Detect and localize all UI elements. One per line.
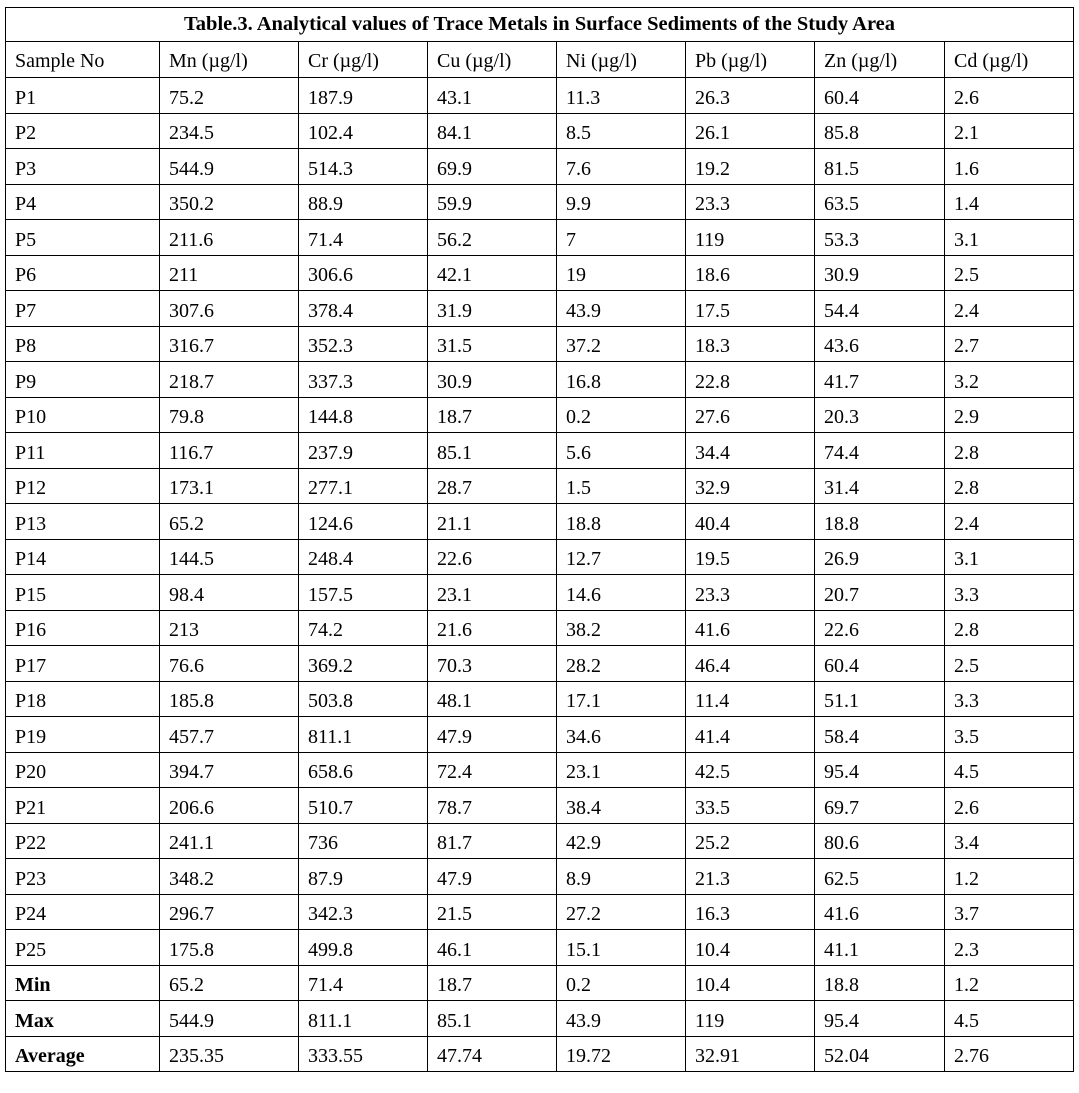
cell-cu: 81.7 (428, 823, 557, 859)
cell-zn: 20.7 (815, 575, 945, 611)
cell-cu: 43.1 (428, 78, 557, 114)
cell-cd: 1.2 (945, 859, 1074, 895)
cell-cd: 1.2 (945, 965, 1074, 1001)
cell-cr: 369.2 (299, 646, 428, 682)
column-header-pb: Pb (µg/l) (686, 42, 815, 78)
cell-pb: 10.4 (686, 965, 815, 1001)
table-row (6, 930, 1074, 966)
cell-cr: 514.3 (299, 149, 428, 185)
cell-mn: 211 (160, 255, 299, 291)
cell-mn: 544.9 (160, 149, 299, 185)
table-row (6, 326, 1074, 362)
cell-ni: 17.1 (557, 681, 686, 717)
cell-pb: 119 (686, 220, 815, 256)
cell-sample-no: P4 (6, 184, 160, 220)
cell-ni: 8.5 (557, 113, 686, 149)
column-header-cr: Cr (µg/l) (299, 42, 428, 78)
cell-sample-no: P11 (6, 433, 160, 469)
summary-row (6, 1001, 1074, 1037)
cell-sample-no: P12 (6, 468, 160, 504)
table-title-row (6, 8, 1074, 42)
cell-cr: 187.9 (299, 78, 428, 114)
table-row (6, 610, 1074, 646)
cell-mn: 350.2 (160, 184, 299, 220)
cell-mn: 76.6 (160, 646, 299, 682)
cell-ni: 38.4 (557, 788, 686, 824)
table-row (6, 113, 1074, 149)
cell-sample-no: P14 (6, 539, 160, 575)
cell-zn: 41.7 (815, 362, 945, 398)
cell-mn: 185.8 (160, 681, 299, 717)
cell-cr: 503.8 (299, 681, 428, 717)
cell-pb: 18.6 (686, 255, 815, 291)
cell-pb: 32.9 (686, 468, 815, 504)
cell-cu: 21.5 (428, 894, 557, 930)
table-row (6, 575, 1074, 611)
cell-pb: 32.91 (686, 1036, 815, 1072)
cell-mn: 98.4 (160, 575, 299, 611)
cell-cd: 2.1 (945, 113, 1074, 149)
cell-cr: 811.1 (299, 1001, 428, 1037)
cell-cr: 352.3 (299, 326, 428, 362)
cell-sample-no: P9 (6, 362, 160, 398)
cell-pb: 23.3 (686, 184, 815, 220)
cell-cd: 1.4 (945, 184, 1074, 220)
cell-cu: 42.1 (428, 255, 557, 291)
cell-pb: 26.1 (686, 113, 815, 149)
cell-zn: 60.4 (815, 646, 945, 682)
cell-pb: 11.4 (686, 681, 815, 717)
cell-pb: 21.3 (686, 859, 815, 895)
cell-cr: 71.4 (299, 220, 428, 256)
cell-cr: 378.4 (299, 291, 428, 327)
column-header-cd: Cd (µg/l) (945, 42, 1074, 78)
cell-sample-no: P7 (6, 291, 160, 327)
cell-mn: 144.5 (160, 539, 299, 575)
cell-mn: 175.8 (160, 930, 299, 966)
cell-zn: 81.5 (815, 149, 945, 185)
cell-pb: 119 (686, 1001, 815, 1037)
cell-cu: 47.74 (428, 1036, 557, 1072)
cell-mn: 75.2 (160, 78, 299, 114)
cell-cd: 3.1 (945, 539, 1074, 575)
table-row (6, 78, 1074, 114)
cell-cd: 3.1 (945, 220, 1074, 256)
cell-ni: 27.2 (557, 894, 686, 930)
cell-sample-no: P5 (6, 220, 160, 256)
cell-zn: 41.6 (815, 894, 945, 930)
cell-zn: 62.5 (815, 859, 945, 895)
cell-ni: 5.6 (557, 433, 686, 469)
cell-cr: 499.8 (299, 930, 428, 966)
table-row (6, 291, 1074, 327)
cell-pb: 23.3 (686, 575, 815, 611)
cell-sample-no: P19 (6, 717, 160, 753)
cell-ni: 8.9 (557, 859, 686, 895)
cell-ni: 12.7 (557, 539, 686, 575)
column-header-zn: Zn (µg/l) (815, 42, 945, 78)
cell-cu: 70.3 (428, 646, 557, 682)
cell-sample-no: P2 (6, 113, 160, 149)
cell-sample-no: P3 (6, 149, 160, 185)
cell-cr: 811.1 (299, 717, 428, 753)
table-body (6, 78, 1074, 1072)
cell-ni: 23.1 (557, 752, 686, 788)
cell-mn: 241.1 (160, 823, 299, 859)
cell-pb: 26.3 (686, 78, 815, 114)
cell-cu: 78.7 (428, 788, 557, 824)
cell-cr: 74.2 (299, 610, 428, 646)
cell-cd: 3.2 (945, 362, 1074, 398)
cell-ni: 1.5 (557, 468, 686, 504)
cell-cd: 2.4 (945, 291, 1074, 327)
cell-zn: 18.8 (815, 504, 945, 540)
cell-sample-no: P24 (6, 894, 160, 930)
cell-zn: 95.4 (815, 1001, 945, 1037)
cell-mn: 234.5 (160, 113, 299, 149)
cell-cd: 2.3 (945, 930, 1074, 966)
cell-zn: 20.3 (815, 397, 945, 433)
cell-mn: 65.2 (160, 504, 299, 540)
column-header-cu: Cu (µg/l) (428, 42, 557, 78)
cell-cu: 30.9 (428, 362, 557, 398)
cell-mn: 307.6 (160, 291, 299, 327)
cell-zn: 31.4 (815, 468, 945, 504)
cell-cu: 22.6 (428, 539, 557, 575)
cell-cu: 48.1 (428, 681, 557, 717)
column-header-ni: Ni (µg/l) (557, 42, 686, 78)
cell-cd: 2.8 (945, 610, 1074, 646)
cell-cu: 21.6 (428, 610, 557, 646)
table-row (6, 220, 1074, 256)
cell-ni: 16.8 (557, 362, 686, 398)
cell-zn: 69.7 (815, 788, 945, 824)
cell-sample-no: P1 (6, 78, 160, 114)
cell-sample-no: P22 (6, 823, 160, 859)
cell-pb: 16.3 (686, 894, 815, 930)
cell-zn: 18.8 (815, 965, 945, 1001)
cell-cd: 2.5 (945, 255, 1074, 291)
table-row (6, 433, 1074, 469)
cell-sample-no: P10 (6, 397, 160, 433)
cell-mn: 206.6 (160, 788, 299, 824)
cell-cd: 2.8 (945, 433, 1074, 469)
cell-cd: 2.4 (945, 504, 1074, 540)
cell-cd: 3.5 (945, 717, 1074, 753)
cell-ni: 38.2 (557, 610, 686, 646)
table-row (6, 504, 1074, 540)
cell-sample-no: P17 (6, 646, 160, 682)
cell-mn: 65.2 (160, 965, 299, 1001)
trace-metals-table (5, 7, 1074, 1072)
cell-ni: 43.9 (557, 1001, 686, 1037)
table-title: Table.3. Analytical values of Trace Metals in Surface Sediments of the Study Area (6, 8, 1074, 42)
cell-cr: 342.3 (299, 894, 428, 930)
cell-mn: 296.7 (160, 894, 299, 930)
cell-zn: 41.1 (815, 930, 945, 966)
cell-cd: 2.76 (945, 1036, 1074, 1072)
table-container (5, 7, 1074, 1072)
cell-cu: 31.9 (428, 291, 557, 327)
cell-zn: 80.6 (815, 823, 945, 859)
cell-cd: 3.4 (945, 823, 1074, 859)
table-row (6, 717, 1074, 753)
cell-zn: 52.04 (815, 1036, 945, 1072)
cell-zn: 58.4 (815, 717, 945, 753)
cell-mn: 213 (160, 610, 299, 646)
cell-mn: 316.7 (160, 326, 299, 362)
cell-cr: 71.4 (299, 965, 428, 1001)
cell-cd: 4.5 (945, 1001, 1074, 1037)
cell-cd: 3.3 (945, 575, 1074, 611)
cell-mn: 211.6 (160, 220, 299, 256)
table-row (6, 646, 1074, 682)
cell-ni: 34.6 (557, 717, 686, 753)
cell-cu: 21.1 (428, 504, 557, 540)
cell-cr: 306.6 (299, 255, 428, 291)
cell-cr: 237.9 (299, 433, 428, 469)
table-row (6, 859, 1074, 895)
table-row (6, 752, 1074, 788)
cell-sample-no: P25 (6, 930, 160, 966)
cell-ni: 42.9 (557, 823, 686, 859)
cell-zn: 22.6 (815, 610, 945, 646)
cell-cd: 2.9 (945, 397, 1074, 433)
cell-sample-no: P23 (6, 859, 160, 895)
cell-sample-no: Min (6, 965, 160, 1001)
cell-zn: 85.8 (815, 113, 945, 149)
table-row (6, 468, 1074, 504)
cell-ni: 7 (557, 220, 686, 256)
cell-sample-no: Average (6, 1036, 160, 1072)
cell-cr: 88.9 (299, 184, 428, 220)
cell-cr: 337.3 (299, 362, 428, 398)
cell-pb: 19.2 (686, 149, 815, 185)
cell-zn: 63.5 (815, 184, 945, 220)
cell-sample-no: P18 (6, 681, 160, 717)
cell-zn: 60.4 (815, 78, 945, 114)
cell-pb: 34.4 (686, 433, 815, 469)
cell-mn: 116.7 (160, 433, 299, 469)
summary-row (6, 965, 1074, 1001)
cell-cr: 510.7 (299, 788, 428, 824)
cell-mn: 79.8 (160, 397, 299, 433)
cell-ni: 28.2 (557, 646, 686, 682)
column-header-mn: Mn (µg/l) (160, 42, 299, 78)
cell-sample-no: P21 (6, 788, 160, 824)
cell-pb: 10.4 (686, 930, 815, 966)
cell-cd: 1.6 (945, 149, 1074, 185)
table-row (6, 681, 1074, 717)
cell-pb: 41.6 (686, 610, 815, 646)
table-row (6, 255, 1074, 291)
table-row (6, 397, 1074, 433)
cell-ni: 15.1 (557, 930, 686, 966)
table-row (6, 149, 1074, 185)
cell-ni: 9.9 (557, 184, 686, 220)
cell-ni: 0.2 (557, 397, 686, 433)
cell-pb: 33.5 (686, 788, 815, 824)
summary-row (6, 1036, 1074, 1072)
cell-pb: 25.2 (686, 823, 815, 859)
table-row (6, 788, 1074, 824)
cell-mn: 235.35 (160, 1036, 299, 1072)
cell-cr: 248.4 (299, 539, 428, 575)
table-row (6, 184, 1074, 220)
cell-sample-no: Max (6, 1001, 160, 1037)
cell-cr: 333.55 (299, 1036, 428, 1072)
cell-sample-no: P6 (6, 255, 160, 291)
table-row (6, 894, 1074, 930)
cell-cu: 84.1 (428, 113, 557, 149)
column-header-sample-no: Sample No (6, 42, 160, 78)
cell-mn: 218.7 (160, 362, 299, 398)
cell-cd: 2.7 (945, 326, 1074, 362)
cell-cu: 46.1 (428, 930, 557, 966)
cell-cr: 102.4 (299, 113, 428, 149)
cell-ni: 19.72 (557, 1036, 686, 1072)
cell-mn: 544.9 (160, 1001, 299, 1037)
cell-sample-no: P13 (6, 504, 160, 540)
cell-zn: 95.4 (815, 752, 945, 788)
cell-cu: 72.4 (428, 752, 557, 788)
cell-cr: 87.9 (299, 859, 428, 895)
cell-cd: 2.6 (945, 78, 1074, 114)
cell-cu: 85.1 (428, 433, 557, 469)
cell-cr: 144.8 (299, 397, 428, 433)
cell-cu: 69.9 (428, 149, 557, 185)
cell-cd: 2.8 (945, 468, 1074, 504)
cell-sample-no: P15 (6, 575, 160, 611)
cell-zn: 54.4 (815, 291, 945, 327)
table-header-row (6, 42, 1074, 78)
cell-mn: 173.1 (160, 468, 299, 504)
cell-mn: 457.7 (160, 717, 299, 753)
cell-ni: 37.2 (557, 326, 686, 362)
cell-cu: 23.1 (428, 575, 557, 611)
cell-cr: 736 (299, 823, 428, 859)
cell-cu: 28.7 (428, 468, 557, 504)
table-row (6, 362, 1074, 398)
cell-cr: 157.5 (299, 575, 428, 611)
cell-pb: 22.8 (686, 362, 815, 398)
cell-pb: 40.4 (686, 504, 815, 540)
cell-pb: 27.6 (686, 397, 815, 433)
cell-zn: 43.6 (815, 326, 945, 362)
cell-cd: 2.6 (945, 788, 1074, 824)
cell-cu: 18.7 (428, 397, 557, 433)
cell-cr: 277.1 (299, 468, 428, 504)
cell-cr: 658.6 (299, 752, 428, 788)
cell-pb: 17.5 (686, 291, 815, 327)
cell-ni: 14.6 (557, 575, 686, 611)
cell-zn: 51.1 (815, 681, 945, 717)
cell-zn: 74.4 (815, 433, 945, 469)
cell-ni: 43.9 (557, 291, 686, 327)
table-row (6, 539, 1074, 575)
cell-cd: 4.5 (945, 752, 1074, 788)
cell-pb: 41.4 (686, 717, 815, 753)
cell-cu: 56.2 (428, 220, 557, 256)
cell-cd: 2.5 (945, 646, 1074, 682)
cell-cd: 3.3 (945, 681, 1074, 717)
cell-mn: 348.2 (160, 859, 299, 895)
cell-ni: 18.8 (557, 504, 686, 540)
cell-mn: 394.7 (160, 752, 299, 788)
cell-cd: 3.7 (945, 894, 1074, 930)
cell-zn: 30.9 (815, 255, 945, 291)
cell-cu: 85.1 (428, 1001, 557, 1037)
cell-sample-no: P20 (6, 752, 160, 788)
cell-pb: 42.5 (686, 752, 815, 788)
cell-pb: 18.3 (686, 326, 815, 362)
table-row (6, 823, 1074, 859)
cell-cr: 124.6 (299, 504, 428, 540)
cell-ni: 19 (557, 255, 686, 291)
cell-cu: 47.9 (428, 717, 557, 753)
cell-ni: 11.3 (557, 78, 686, 114)
cell-cu: 59.9 (428, 184, 557, 220)
cell-cu: 18.7 (428, 965, 557, 1001)
cell-pb: 19.5 (686, 539, 815, 575)
cell-ni: 7.6 (557, 149, 686, 185)
cell-pb: 46.4 (686, 646, 815, 682)
cell-cu: 31.5 (428, 326, 557, 362)
cell-sample-no: P16 (6, 610, 160, 646)
cell-ni: 0.2 (557, 965, 686, 1001)
cell-cu: 47.9 (428, 859, 557, 895)
cell-zn: 53.3 (815, 220, 945, 256)
cell-zn: 26.9 (815, 539, 945, 575)
cell-sample-no: P8 (6, 326, 160, 362)
